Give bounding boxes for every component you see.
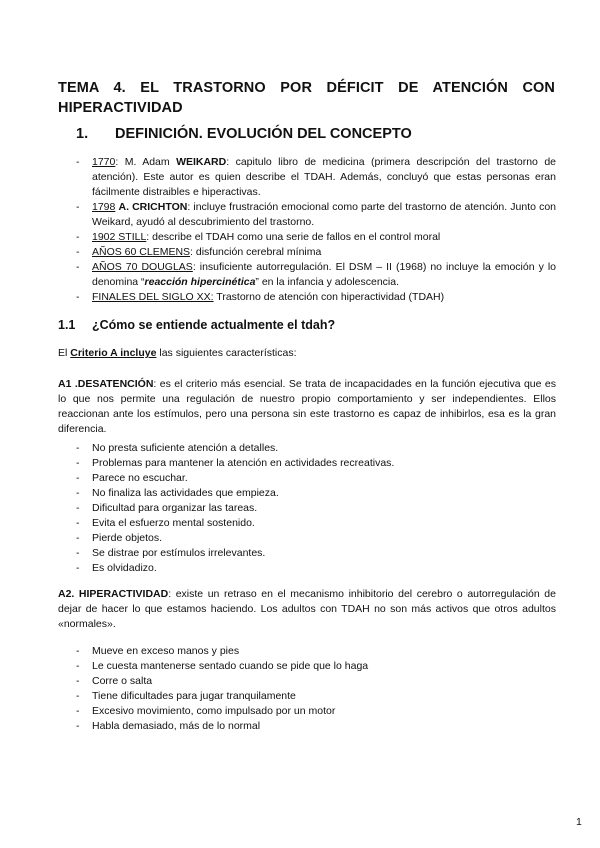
history-year: 1902 STILL [92, 231, 147, 243]
list-item: - Pierde objetos. [76, 531, 394, 546]
list-item: - Excesivo movimiento, como impulsado por un motor [76, 704, 368, 719]
history-year: 1770 [92, 156, 116, 168]
page-number: 1 [576, 816, 582, 828]
a1-label: A1 .DESATENCIÓN [58, 378, 154, 390]
list-item: - Dificultad para organizar las tareas. [76, 501, 394, 516]
list-item: - Le cuesta mantenerse sentado cuando se pide que lo haga [76, 659, 368, 674]
list-item: - Mueve en exceso manos y pies [76, 644, 368, 659]
list-item: - Evita el esfuerzo mental sostenido. [76, 516, 394, 531]
criterio-term: Criterio A incluye [70, 347, 157, 359]
list-item: - Se distrae por estímulos irrelevantes. [76, 546, 394, 561]
list-item: - 1902 STILL: describe el TDAH como una serie de fallos en el control moral [76, 230, 556, 245]
list-item: - 1798 A. CRICHTON: incluye frustración emocional como parte del trastorno de atención. Junto con Weikard, ayudó al descubrimiento del trastorno. [76, 200, 556, 230]
history-year: FINALES DEL SIGLO XX: [92, 291, 214, 303]
section-heading-1 [76, 126, 412, 142]
history-year: AÑOS 70 DOUGLAS [92, 261, 193, 273]
list-item: - AÑOS 70 DOUGLAS: insuficiente autorregulación. El DSM – II (1968) no incluye la emoción y lo denomina “reacción hipercinética” en la infancia y adolescencia. [76, 260, 556, 290]
list-item: - Problemas para mantener la atención en actividades recreativas. [76, 456, 394, 471]
list-item: - FINALES DEL SIGLO XX: Trastorno de atención con hiperactividad (TDAH) [76, 290, 556, 305]
section-number: 1.1 [58, 318, 76, 332]
a1-paragraph: A1 .DESATENCIÓN: es el criterio más esencial. Se trata de incapacidades en la función ejecutiva que es lo que nos permite una regulación de nuestro propio comportamiento y ser independientes. Ellos reaccionan ante los estímulos, pero una persona sin este trastorno es capaz de inhibirlos, esa es la gran diferencia. [58, 378, 556, 435]
list-item: - Habla demasiado, más de lo normal [76, 719, 368, 734]
list-item: - AÑOS 60 CLEMENS: disfunción cerebral mínima [76, 245, 556, 260]
desatencion-list [76, 441, 394, 576]
section-title: ¿Cómo se entiende actualmente el tdah? [92, 318, 336, 332]
a2-label: A2. HIPERACTIVIDAD [58, 588, 169, 600]
criterio-paragraph: El Criterio A incluye las siguientes características: [58, 347, 297, 359]
list-item: - Corre o salta [76, 674, 368, 689]
author-name: A. CRICHTON [118, 201, 188, 213]
section-number: 1. [76, 126, 89, 142]
emphasis-term: reacción hipercinética [144, 276, 256, 288]
author-name: WEIKARD [176, 156, 227, 168]
list-item: - No finaliza las actividades que empieza. [76, 486, 394, 501]
a2-paragraph: A2. HIPERACTIVIDAD: existe un retraso en el mecanismo inhibitorio del cerebro o autorregulación de dejar de hacer lo que estamos haciendo. Los adultos con TDAH no son más activos que otros adultos «normales». [58, 588, 556, 630]
list-item: - Parece no escuchar. [76, 471, 394, 486]
document-title: TEMA 4. EL TRASTORNO POR DÉFICIT DE ATENCIÓN CON HIPERACTIVIDAD [58, 80, 555, 116]
list-item: - No presta suficiente atención a detalles. [76, 441, 394, 456]
list-item: - Tiene dificultades para jugar tranquilamente [76, 689, 368, 704]
list-item: - Es olvidadizo. [76, 561, 394, 576]
history-year: 1798 [92, 201, 116, 213]
hiperactividad-list [76, 644, 368, 734]
list-item: - 1770: M. Adam WEIKARD: capitulo libro de medicina (primera descripción del trastorno de atención). Este autor es quien describe el TDAH. Además, concluyó que estas personas eran fácilmente distraibles e hiperactivas. [76, 155, 556, 200]
section-title: DEFINICIÓN. EVOLUCIÓN DEL CONCEPTO [115, 126, 412, 142]
section-heading-1-1 [58, 318, 335, 332]
history-list [76, 155, 556, 305]
history-year: AÑOS 60 CLEMENS [92, 246, 191, 258]
